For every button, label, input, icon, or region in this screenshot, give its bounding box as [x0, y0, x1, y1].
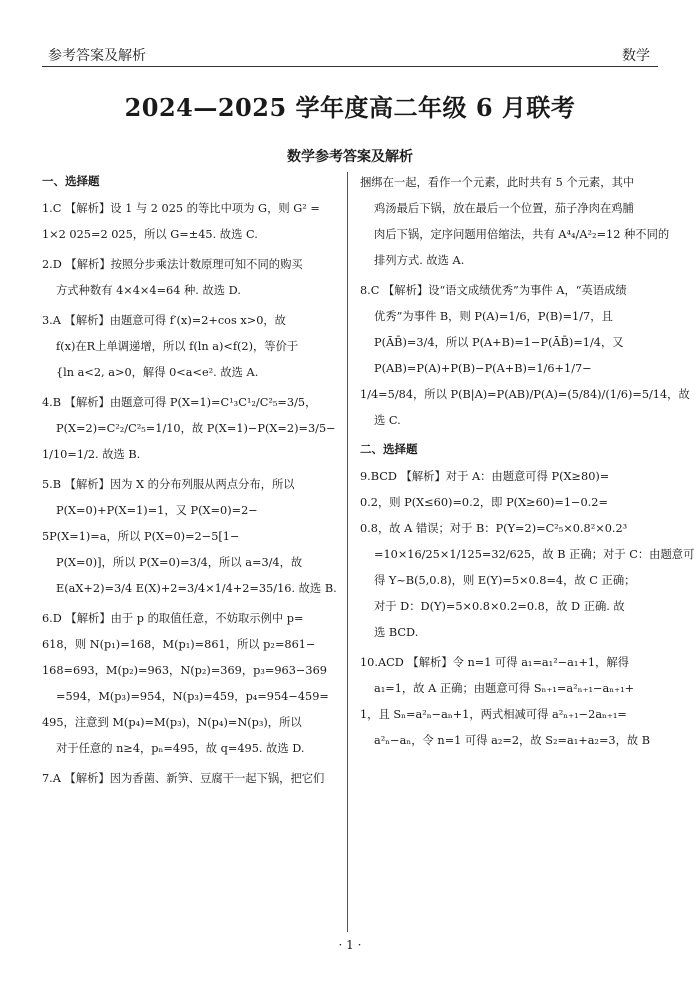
answer-line: P(X=2)=C²₂/C²₅=1/10，故 P(X=1)−P(X=2)=3/5−: [56, 422, 336, 435]
answer-line: 3.A 【解析】由题意可得 f′(x)=2+cos x>0，故: [42, 314, 286, 327]
answer-line: P(X=0)+P(X=1)=1，又 P(X=0)=2−: [56, 504, 258, 517]
header-left-label: 参考答案及解析: [48, 48, 146, 64]
section-heading-1: 一、选择题: [42, 174, 100, 188]
answer-line: 鸡汤最后下锅，放在最后一个位置，茄子净肉在鸡脯: [374, 202, 634, 215]
answer-line: 0.2，则 P(X≤60)=0.2，即 P(X≥60)=1−0.2=: [360, 496, 608, 509]
answer-item: [42, 252, 336, 304]
right-answer-list-bottom: [360, 464, 695, 754]
answer-line: 得 Y~B(5,0.8)，则 E(Y)=5×0.8=4，故 C 正确；: [374, 574, 636, 587]
answer-line: 方式种数有 4×4×4=64 种. 故选 D.: [56, 284, 241, 297]
answer-line: f(x)在R上单调递增，所以 f(ln a)<f(2)，等价于: [56, 340, 299, 353]
page-number: · 1 ·: [338, 938, 362, 952]
answer-line: 选 C.: [374, 414, 401, 427]
header-subject-label: 数学: [622, 48, 650, 64]
answer-line: 168=693，M(p₂)=963，N(p₂)=369，p₃=963−369: [42, 664, 327, 677]
answer-item: [360, 170, 670, 274]
answer-line: 618，则 N(p₁)=168，M(p₁)=861，所以 p₂=861−: [42, 638, 316, 651]
answer-item: [42, 390, 336, 468]
answer-line: 排列方式. 故选 A.: [374, 254, 465, 267]
answer-line: 8.C 【解析】设“语文成绩优秀”为事件 A，“英语成绩: [360, 284, 627, 297]
answer-line: E(aX+2)=3/4 E(X)+2=3/4×1/4+2=35/16. 故选 B.: [56, 582, 337, 595]
answer-line: =10×16/25×1/125=32/625，故 B 正确；对于 C：由题意可: [374, 548, 695, 561]
answer-line: 6.D 【解析】由于 p 的取值任意，不妨取示例中 p=: [42, 612, 304, 625]
answer-line: =594，M(p₃)=954，N(p₃)=459，p₄=954−459=: [56, 690, 329, 703]
answer-line: 7.A 【解析】因为香菌、新笋、豆腐干一起下锅，把它们: [42, 772, 325, 785]
answer-item: [42, 472, 336, 602]
answer-item: [42, 308, 336, 386]
answer-line: P(AB)=P(A)+P(B)−P(A+B)=1/6+1/7−: [374, 362, 592, 375]
answer-item: [360, 650, 654, 754]
answer-line: 优秀”为事件 B，则 P(A)=1/6，P(B)=1/7，且: [374, 310, 613, 323]
page-title: 2024—2025 学年度高二年级 6 月联考: [124, 93, 576, 122]
answer-line: 5.B 【解析】因为 X 的分布列服从两点分布，所以: [42, 478, 295, 491]
answer-line: 1.C 【解析】设 1 与 2 025 的等比中项为 G，则 G² =: [42, 202, 320, 215]
answer-item: [42, 196, 336, 248]
left-answer-list: [42, 196, 336, 792]
answer-line: 0.8，故 A 错误；对于 B：P(Y=2)=C²₅×0.8²×0.2³: [360, 522, 628, 535]
answer-line: 捆绑在一起，看作一个元素，此时共有 5 个元素，其中: [360, 176, 635, 189]
answer-line: P(X=0)]，所以 P(X=0)=3/4，所以 a=3/4，故: [56, 556, 303, 569]
column-divider: [347, 172, 348, 932]
answer-item: [42, 606, 336, 762]
page-subtitle: 数学参考答案及解析: [287, 149, 413, 165]
answer-line: 10.ACD 【解析】令 n=1 可得 a₁=a₁²−a₁+1，解得: [360, 656, 629, 669]
answer-line: 1/10=1/2. 故选 B.: [42, 448, 141, 461]
page-header: [42, 40, 658, 67]
right-answer-list-top: [360, 170, 690, 434]
answer-line: 1×2 025=2 025，所以 G=±45. 故选 C.: [42, 228, 258, 241]
answer-line: 1，且 Sₙ=a²ₙ−aₙ+1，两式相减可得 a²ₙ₊₁−2aₙ₊₁=: [360, 708, 627, 721]
answer-line: 2.D 【解析】按照分步乘法计数原理可知不同的购买: [42, 258, 303, 271]
answer-line: 1/4=5/84，所以 P(B|A)=P(AB)/P(A)=(5/84)/(1/6)=5/14，故: [360, 388, 690, 401]
answer-line: 4.B 【解析】由题意可得 P(X=1)=C¹₃C¹₂/C²₅=3/5，: [42, 396, 317, 409]
answer-item: [360, 464, 695, 646]
right-column: [360, 170, 695, 930]
answer-line: P(ĀB̄)=3/4，所以 P(A+B)=1−P(ĀB̄)=1/4，又: [374, 336, 624, 349]
left-column: [42, 170, 336, 930]
answer-line: a₁=1，故 A 正确；由题意可得 Sₙ₊₁=a²ₙ₊₁−aₙ₊₁+: [374, 682, 635, 695]
section-heading-2: 二、选择题: [360, 442, 418, 456]
answer-item: [360, 278, 690, 434]
answer-line: 肉后下锅，定序问题用倍缩法，共有 A⁴₄/A²₂=12 种不同的: [374, 228, 670, 241]
answer-item: [42, 766, 336, 792]
answer-line: 对于任意的 n≥4，pₙ=495，故 q=495. 故选 D.: [56, 742, 305, 755]
answer-line: 9.BCD 【解析】对于 A：由题意可得 P(X≥80)=: [360, 470, 610, 483]
answer-line: 选 BCD.: [374, 626, 419, 639]
answer-line: 5P(X=1)=a，所以 P(X=0)=2−5[1−: [42, 530, 240, 543]
answer-line: {ln a<2, a>0，解得 0<a<e². 故选 A.: [56, 366, 259, 379]
answer-line: a²ₙ−aₙ，令 n=1 可得 a₂=2，故 S₂=a₁+a₂=3，故 B: [374, 734, 651, 747]
answer-line: 对于 D：D(Y)=5×0.8×0.2=0.8，故 D 正确. 故: [374, 600, 625, 613]
answer-line: 495，注意到 M(p₄)=M(p₃)，N(p₄)=N(p₃)，所以: [42, 716, 302, 729]
